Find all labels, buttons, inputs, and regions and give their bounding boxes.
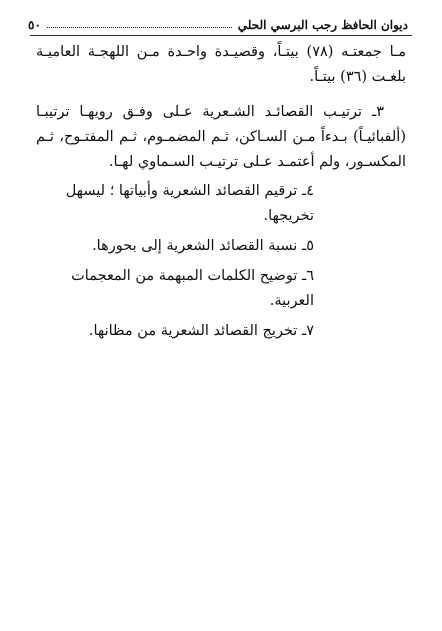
dot-leader — [47, 26, 232, 28]
page-body — [36, 40, 406, 344]
list-item-4: ٤ـ ترقيم القصائد الشعرية وأبياتها ؛ ليسهل تخريجها. — [65, 183, 314, 224]
list-item-5: ٥ـ نسبة القصائد الشعرية إلى بحورها. — [92, 238, 314, 254]
header-rule — [30, 35, 412, 36]
list-item-6: ٦ـ توضيح الكلمات المبهمة من المعجمات العربية. — [71, 268, 314, 309]
paragraph-item-3: ٣ـ ترتيـب القصائـد الشـعرية عـلى وفـق رويهـا ترتيبـا (ألفبائيـاً) بـدءاً مـن السـاكن، ثـم المضمـوم، ثـم المفتـوح، ثـم المكسـور، ولم أعتمـد عـلى ترتيـب السـماوي لهـا. — [36, 104, 406, 170]
book-title: ديوان الحافظ رجب البرسي الحلي — [237, 18, 408, 32]
page-number: ٥٠ — [28, 18, 41, 32]
paragraph-continuation: مـا جمعتـه (٧٨) بيتـاً، وقصيـدة واحـدة مـن اللهجـة العاميـة بلغـت (٣٦) بيتـاً. — [36, 44, 406, 85]
list-item-7: ٧ـ تخريج القصائد الشعرية من مظانها. — [88, 323, 314, 339]
running-header — [28, 12, 408, 32]
